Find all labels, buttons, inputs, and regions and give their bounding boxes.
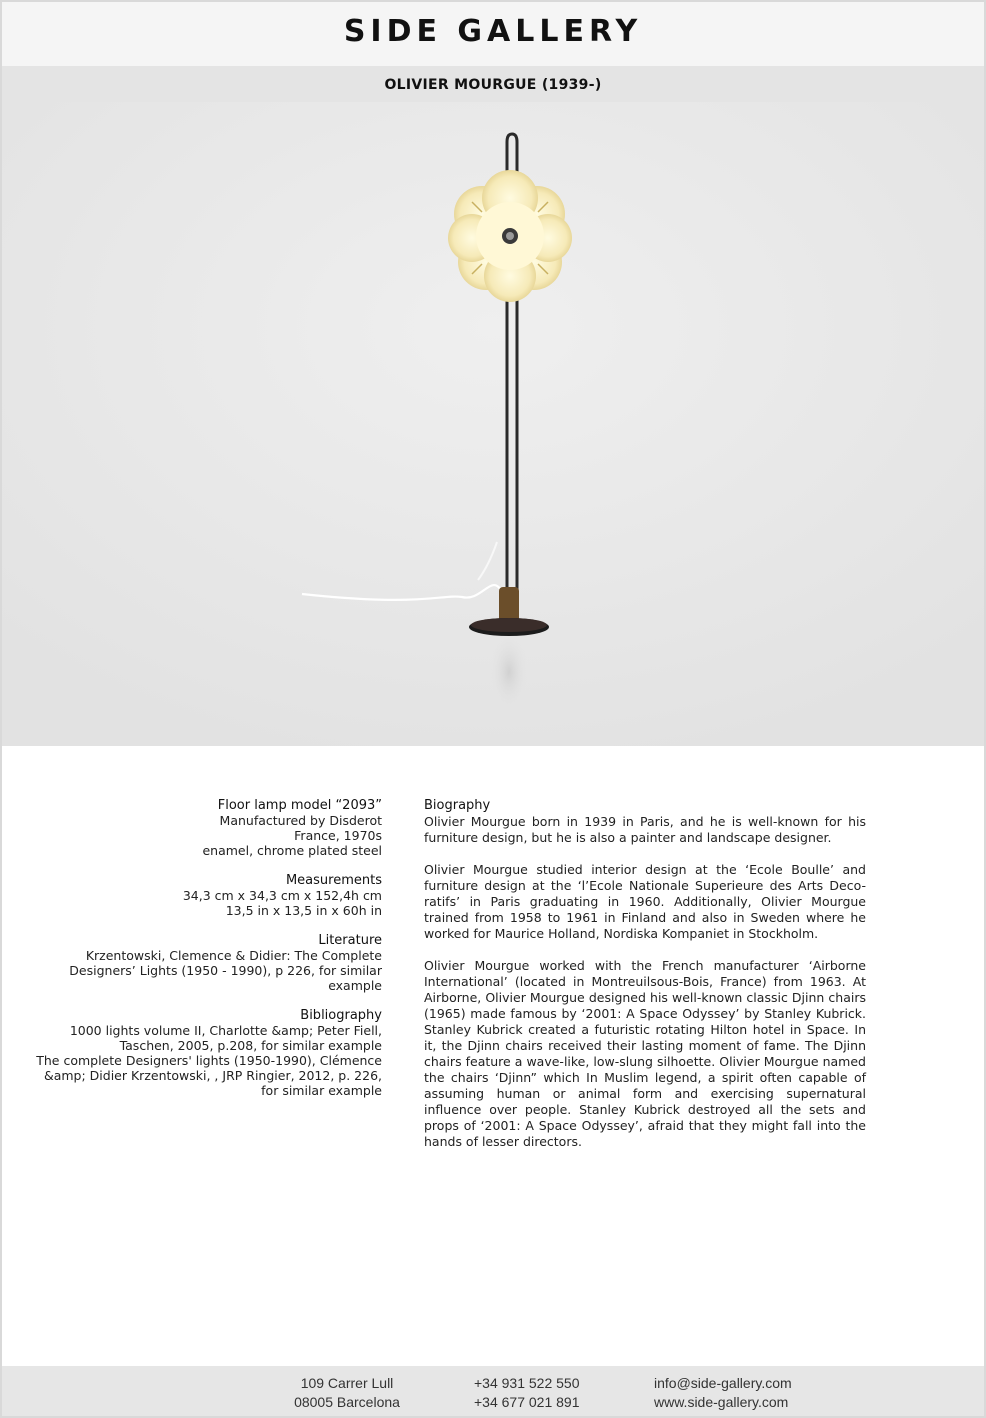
biography-section [424,798,866,1166]
biography-paragraph: Olivier Mourgue studied interior design at the ‘Ecole Boulle’ and furniture design at the ‘l’Ecole Nationale Superieure des Arts Deco-ratifs’ in Paris graduating in 1960. Additionally, Olivier Mourgue trained from 1958 to 1961 in Finland and also in Sweden where he worked for Maurice Holland, Nordiska Kompaniet in Stockholm. [424,862,866,941]
document-page [2,2,984,1416]
website-link[interactable]: www.side-gallery.com [654,1394,789,1410]
product-photo [2,102,984,746]
literature-line: Krzentowski, Clemence & Didier: The Complete [85,948,382,963]
product-line: enamel, chrome plated steel [202,843,382,858]
product-info [32,798,382,858]
product-line: Manufactured by Disderot [219,813,382,828]
footer-phones [474,1374,580,1412]
measurement-line: 34,3 cm x 34,3 cm x 152,4h cm [182,888,382,903]
measurements-section [32,873,382,918]
phone-number: +34 677 021 891 [474,1394,580,1410]
product-title: Floor lamp model “2093” [217,798,382,813]
biography-paragraph: Olivier Mourgue born in 1939 in Paris, and he is well-known for his furniture design, but he is also a painter and landscape designer. [424,814,866,845]
header [2,2,984,66]
biography-heading: Biography [424,798,491,813]
bibliography-line: The complete Designers' lights (1950-1990), Clémence [36,1053,382,1068]
address-street: 109 Carrer Lull [300,1375,394,1391]
bibliography-line: Taschen, 2005, p.208, for similar example [119,1038,382,1053]
literature-line: Designers’ Lights (1950 - 1990), p 226, for similar [69,963,382,978]
product-line: France, 1970s [294,828,382,843]
brand-logo: SIDE GALLERY [343,14,643,49]
address-city: 08005 Barcelona [294,1394,400,1410]
product-details [32,798,382,1113]
literature-line: example [328,978,382,993]
measurements-heading: Measurements [285,873,382,888]
phone-number: +34 931 522 550 [474,1375,580,1391]
floor-lamp-image [2,102,984,746]
bibliography-heading: Bibliography [300,1008,382,1023]
bibliography-line: 1000 lights volume II, Charlotte &amp; Peter Fiell, [69,1023,382,1038]
footer-address [292,1374,402,1412]
measurement-line: 13,5 in x 13,5 in x 60h in [225,903,382,918]
artist-name: OLIVIER MOURGUE (1939-) [384,77,602,93]
footer [2,1366,984,1416]
literature-heading: Literature [318,933,382,948]
bibliography-section [32,1008,382,1098]
bibliography-line: &amp; Didier Krzentowski, , JRP Ringier, 2012, p. 226, [43,1068,382,1083]
email-link[interactable]: info@side-gallery.com [654,1375,792,1391]
artist-bar [2,66,984,102]
literature-section [32,933,382,993]
bibliography-line: for similar example [261,1083,382,1098]
biography-paragraph: Olivier Mourgue worked with the French manufacturer ‘Airborne International’ (located in Montreuilsous-Bois, France) from 1963. At Airborne, Olivier Mourgue designed his well-known classic Djinn chairs (1965) made famous by ‘2001: A Space Odyssey’ by Stanley Kubrick. Stanley Kubrick created a futuristic rotating Hilton hotel in Space. In it, the Djinn chairs received their lasting moment of fame. The Djinn chairs feature a wave-like, low-slung silhoette. Olivier Mourgue named the chairs ‘Djinn” which In Muslim legend, a spirit often capable of assuming human or animal form and exercising supernatural influence over people. Stanley Kubrick destroyed all the sets and props of ‘2001: A Space Odyssey’, afraid that they might fall into the hands of lesser directors. [424,958,866,1149]
footer-contact [654,1374,792,1412]
